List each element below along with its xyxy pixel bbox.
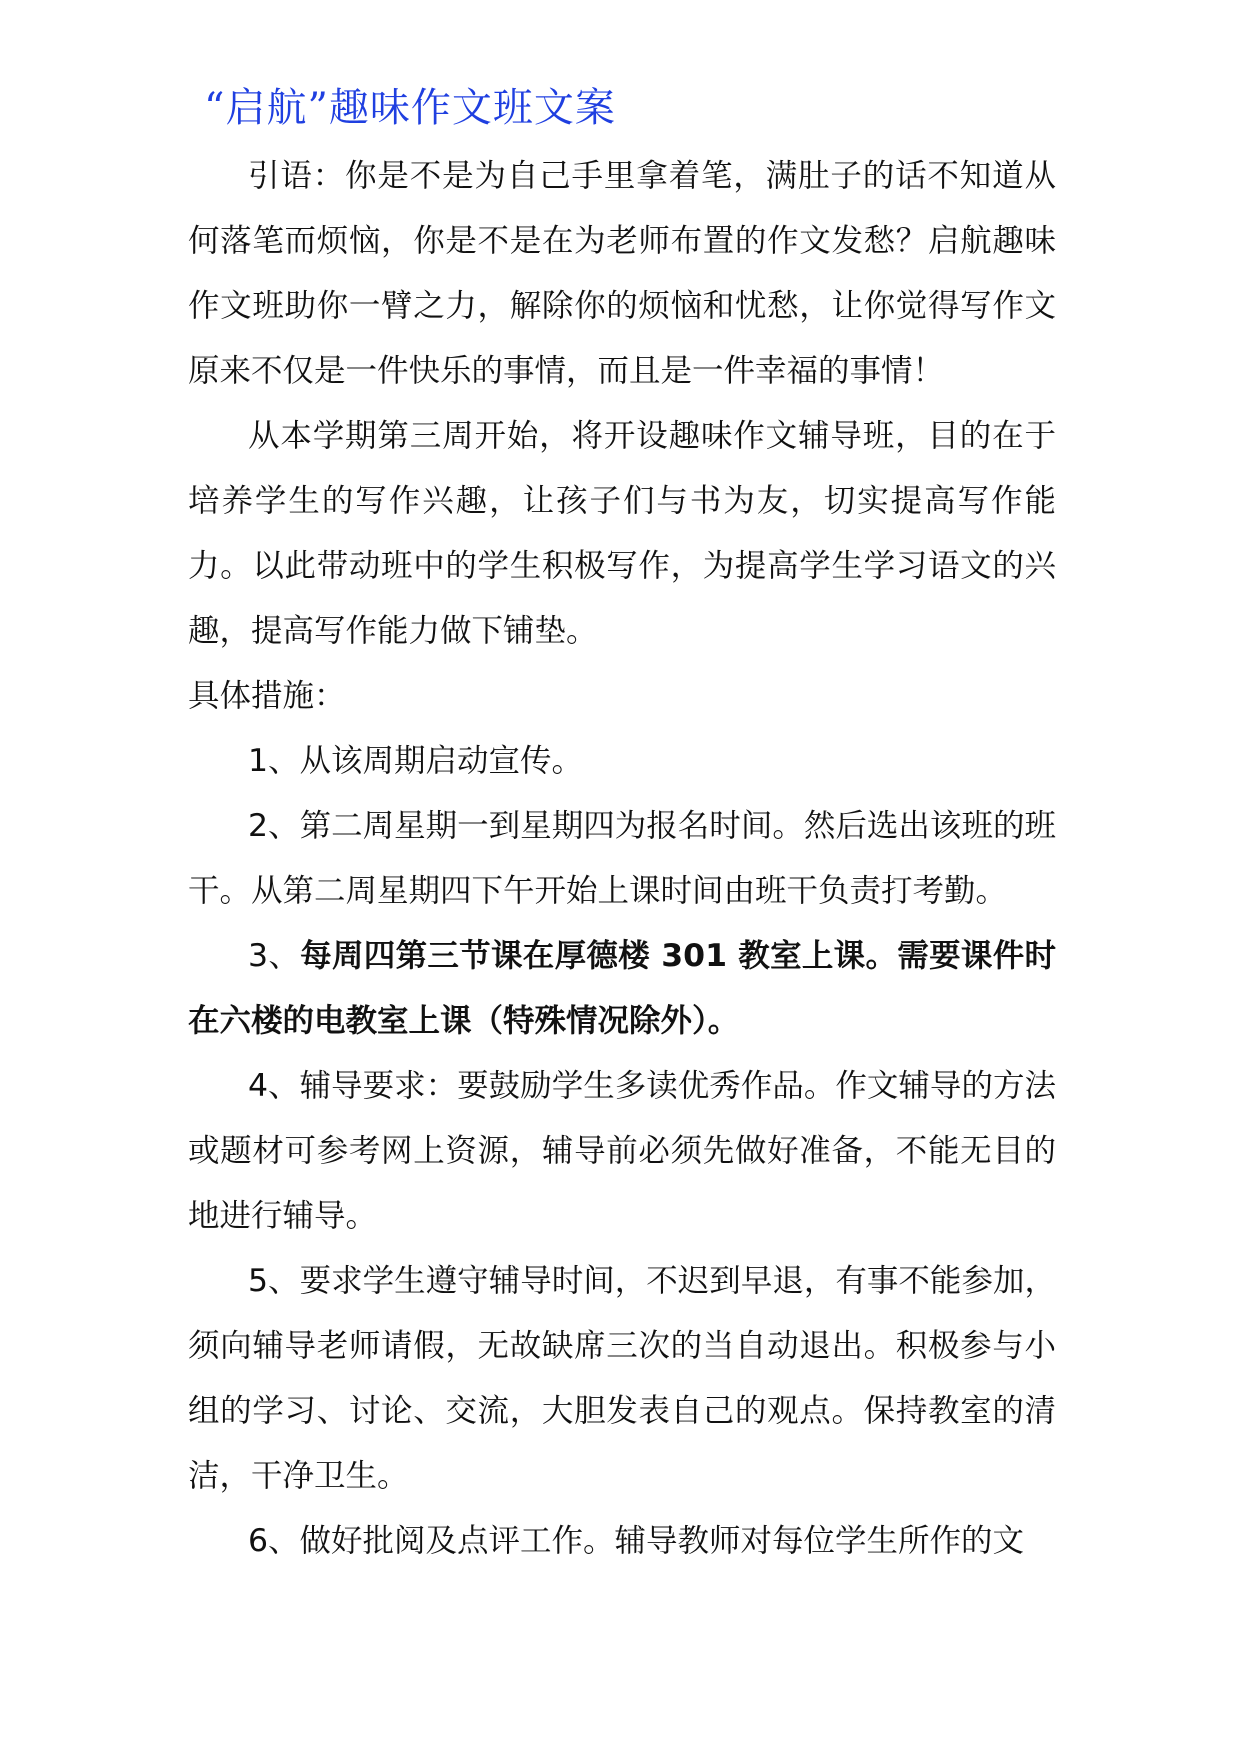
measure-item-6 — [188, 1509, 1056, 1574]
measure-item-4 — [188, 1054, 1056, 1249]
document-title: “启航”趣味作文班文案 — [204, 85, 616, 131]
measure-item-2 — [188, 794, 1056, 924]
measure-item-3 — [188, 924, 1056, 1054]
measure-item-5 — [188, 1249, 1056, 1509]
measure-item-3-number: 3、 — [248, 938, 301, 974]
measure-item-4-text: 辅导要求：要鼓励学生多读优秀作品。作文辅导的方法或题材可参考网上资源，辅导前必须先做好准备，不能无目的地进行辅导。 — [188, 1068, 1056, 1234]
measure-item-4-number: 4、 — [248, 1068, 300, 1104]
intro-paragraph: 引语：你是不是为自己手里拿着笔，满肚子的话不知道从何落笔而烦恼，你是不是在为老师布置的作文发愁？启航趣味作文班助你一臂之力，解除你的烦恼和忧愁，让你觉得写作文原来不仅是一件快乐的事情，而且是一件幸福的事情！ — [188, 158, 1056, 389]
measures-label: 具体措施： — [188, 678, 346, 714]
measure-item-6-text: 做好批阅及点评工作。辅导教师对每位学生所作的文 — [299, 1523, 1025, 1559]
purpose-paragraph: 从本学期第三周开始，将开设趣味作文辅导班，目的在于培养学生的写作兴趣，让孩子们与书为友，切实提高写作能力。以此带动班中的学生积极写作，为提高学生学习语文的兴趣，提高写作能力做下铺垫。 — [188, 418, 1056, 649]
document-page — [188, 78, 1056, 1574]
measure-item-1-text: 从该周期启动宣传。 — [299, 743, 584, 779]
measure-item-2-text: 第二周星期一到星期四为报名时间。然后选出该班的班干。从第二周星期四下午开始上课时间由班干负责打考勤。 — [188, 808, 1056, 909]
measure-item-5-text: 要求学生遵守辅导时间，不迟到早退，有事不能参加，须向辅导老师请假，无故缺席三次的当自动退出。积极参与小组的学习、讨论、交流，大胆发表自己的观点。保持教室的清洁，干净卫生。 — [188, 1263, 1056, 1494]
measure-item-1-number: 1、 — [248, 743, 300, 779]
measure-item-2-number: 2、 — [248, 808, 300, 844]
measure-item-1 — [188, 729, 1056, 794]
measure-item-6-number: 6、 — [248, 1523, 300, 1559]
measure-item-3-text: 每周四第三节课在厚德楼 301 教室上课。需要课件时在六楼的电教室上课（特殊情况除外）。 — [188, 938, 1056, 1039]
measure-item-5-number: 5、 — [248, 1263, 300, 1299]
